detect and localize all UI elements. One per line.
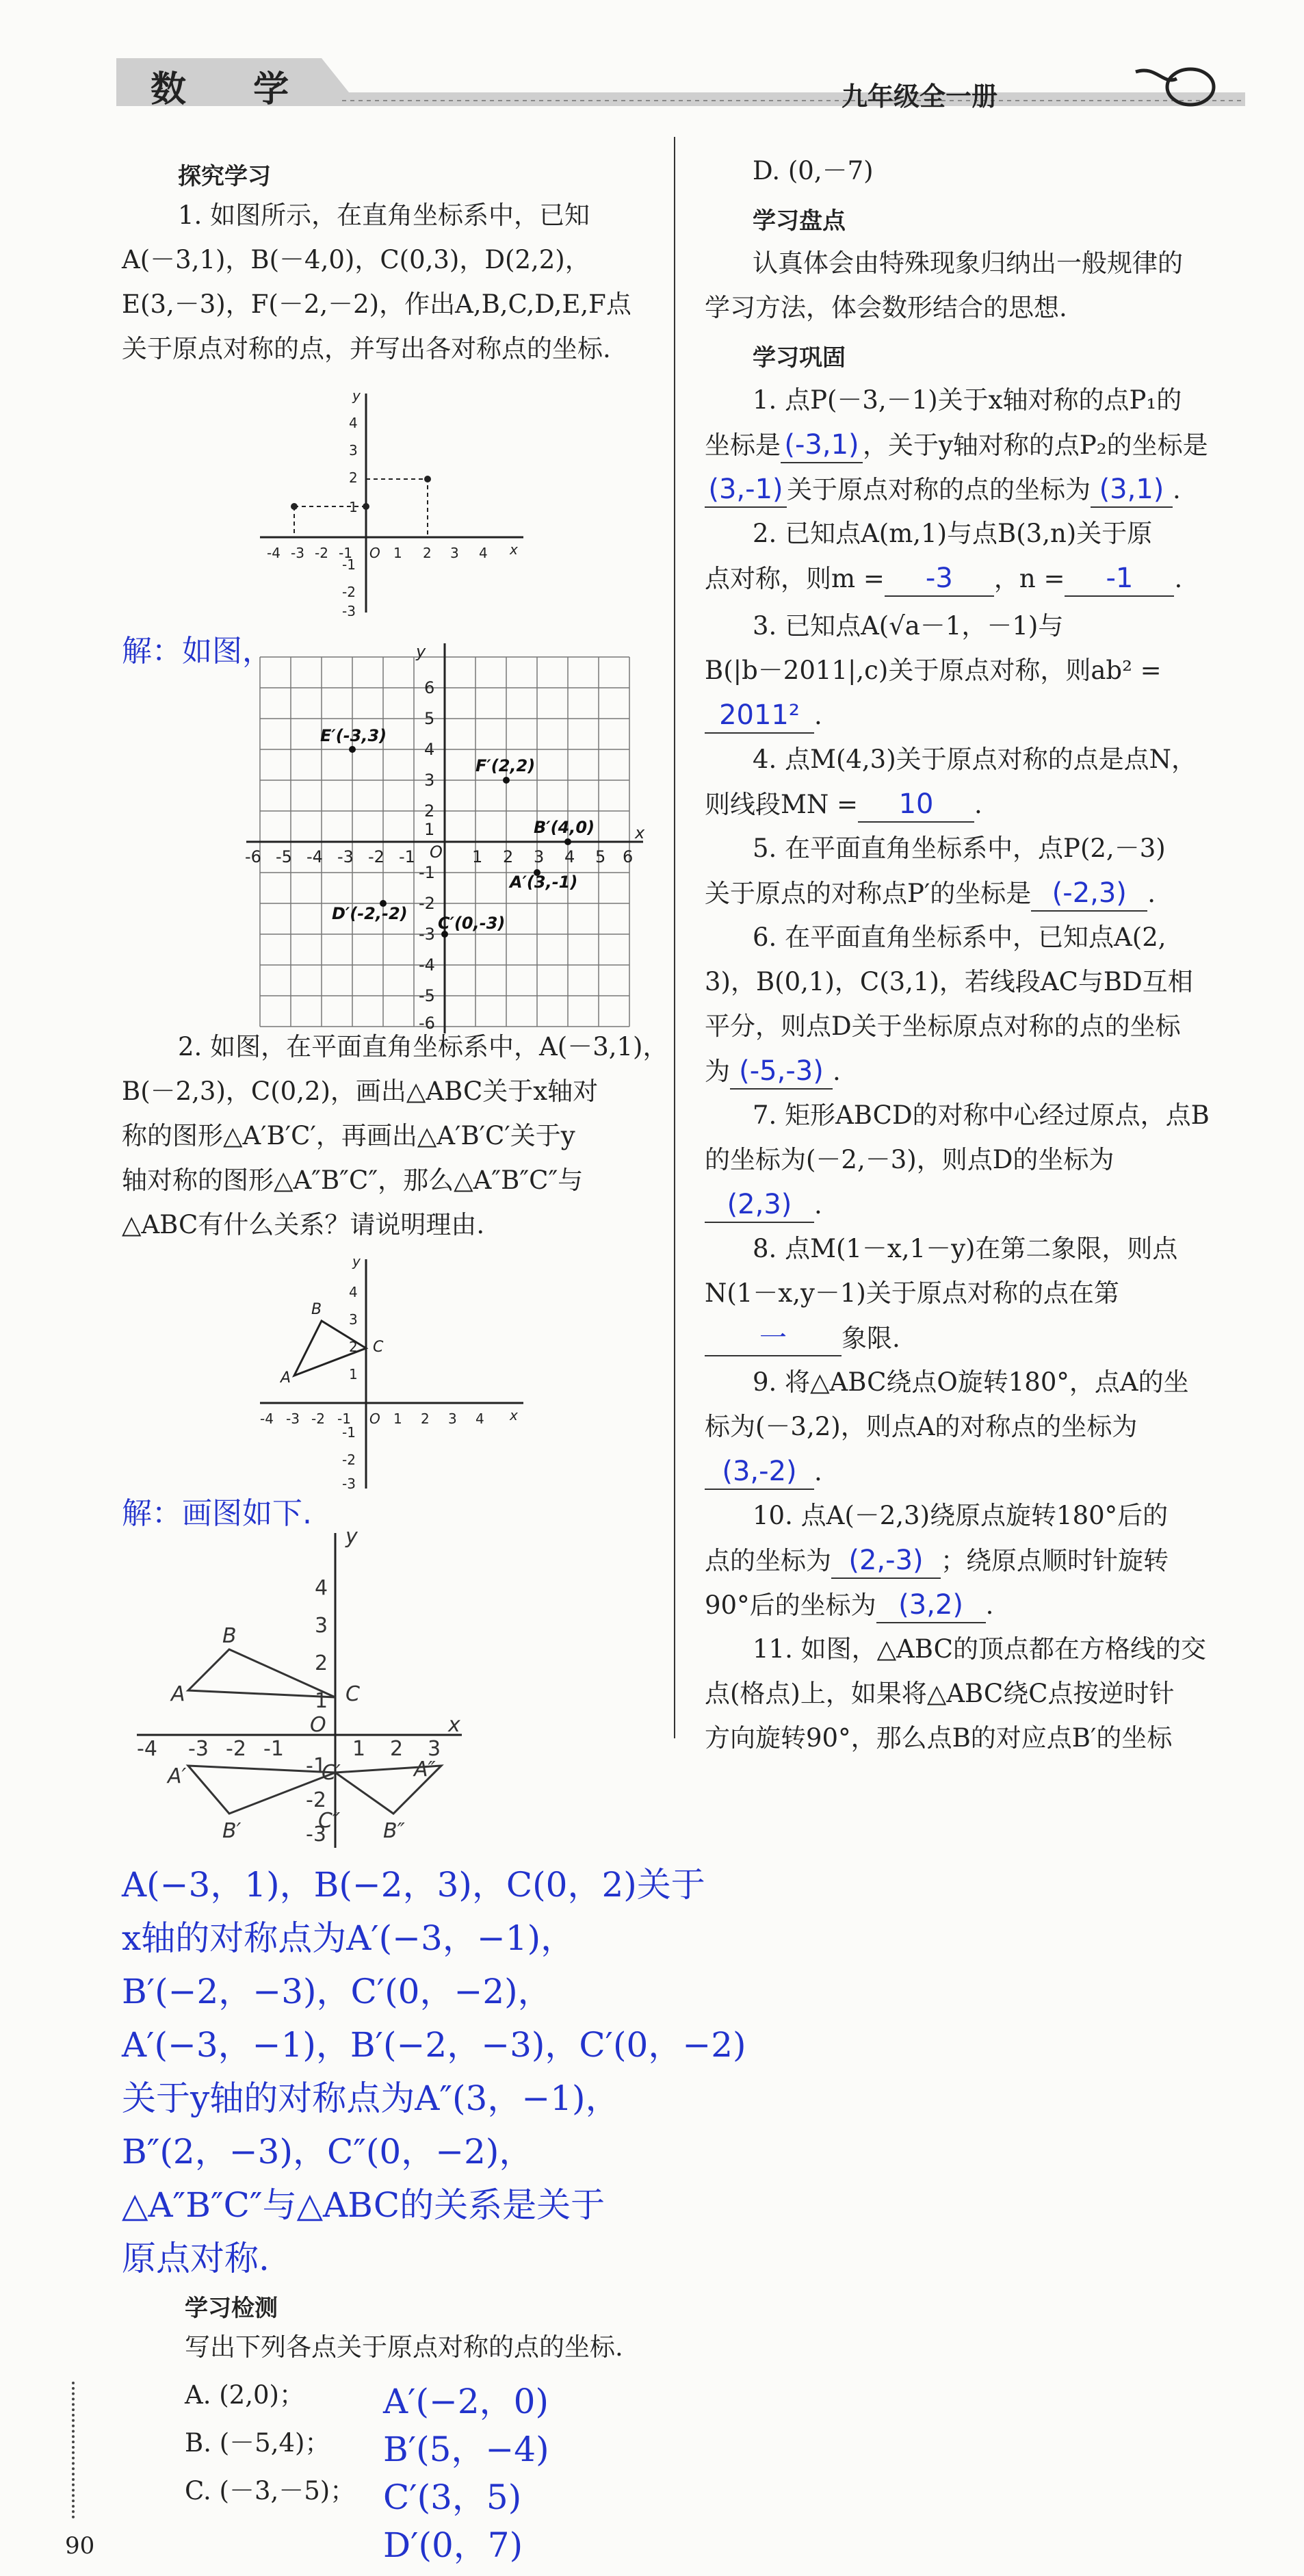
check-item-a: A. (2,0)； [185, 2380, 304, 2410]
svg-text:y: y [345, 1526, 358, 1549]
svg-text:-4: -4 [137, 1737, 157, 1761]
rq7-answer: (2,3) [705, 1187, 814, 1223]
svg-text:B: B [222, 1624, 237, 1648]
svg-text:-4: -4 [267, 545, 281, 561]
svg-text:3: 3 [428, 1737, 441, 1761]
point-b-prime: B′(4,0) [534, 818, 595, 837]
svg-text:1: 1 [393, 545, 402, 561]
rq1-line-3: (3,-1) 关于原点对称的点的坐标为 (3,1) . [705, 472, 1181, 508]
rq7-line-1: 7. 矩形ABCD的对称中心经过原点，点B [753, 1100, 1210, 1130]
svg-text:1: 1 [424, 820, 435, 839]
rq9-line-3: (3,-2) . [705, 1454, 822, 1490]
svg-text:-2: -2 [342, 584, 356, 600]
q2-line-5: △ABC有什么关系？请说明理由. [122, 1210, 485, 1239]
answer2-line-8: 原点对称. [122, 2239, 270, 2278]
figure2-triangle [246, 1249, 540, 1495]
svg-text:-1: -1 [399, 847, 415, 866]
answer2-line-2: x轴的对称点为A′(−3，−1)， [122, 1918, 575, 1958]
svg-text:1: 1 [349, 499, 358, 515]
figure1-axes [246, 383, 540, 616]
svg-text:4: 4 [564, 847, 575, 866]
svg-text:2: 2 [503, 847, 514, 866]
svg-text:4: 4 [479, 545, 488, 561]
option-d: D. (0,－7) [753, 156, 874, 185]
svg-text:-6: -6 [245, 847, 261, 866]
rq7-line-3: (2,3) . [705, 1187, 822, 1223]
svg-text:-3: -3 [306, 1822, 326, 1846]
rq10-line-2: 点的坐标为 (2,-3) ；绕原点顺时针旋转 [705, 1543, 1169, 1579]
rq11-line-2: 点(格点)上，如果将△ABC绕C点按逆时针 [705, 1679, 1175, 1708]
fig1-point-a [291, 503, 298, 510]
q2-line-3: 称的图形△A′B′C′，再画出△A′B′C′关于y [122, 1121, 575, 1150]
grade-label: 九年级全一册 [842, 81, 998, 112]
rq1-answer-3: (3,1) [1091, 472, 1173, 508]
svg-text:3: 3 [448, 1411, 457, 1427]
svg-text:6: 6 [623, 847, 634, 866]
svg-text:4: 4 [315, 1576, 328, 1600]
svg-text:x: x [448, 1713, 460, 1737]
svg-text:y: y [352, 387, 361, 404]
svg-text:O: O [310, 1713, 326, 1737]
svg-text:-2: -2 [368, 847, 384, 866]
rq3-line-1: 3. 已知点A(√a－1，－1)与 [753, 611, 1064, 641]
point-e-prime: E′(-3,3) [320, 726, 387, 745]
rq1-line-1: 1. 点P(－3,－1)关于x轴对称的点P₁的 [753, 385, 1182, 415]
answer2-line-7: △A″B″C″与△ABC的关系是关于 [122, 2185, 605, 2225]
answer2-line-4: A′(−3，−1)，B′(−2，−3)，C′(0，−2) [122, 2025, 746, 2065]
svg-text:-2: -2 [315, 545, 328, 561]
svg-text:-1: -1 [342, 1424, 356, 1441]
rq3-line-2: B(|b－2011|,c)关于原点对称，则ab² = [705, 656, 1162, 685]
svg-text:-3: -3 [188, 1737, 209, 1761]
svg-text:A′: A′ [168, 1764, 187, 1788]
svg-text:2: 2 [421, 1411, 430, 1427]
svg-text:1: 1 [352, 1737, 366, 1761]
svg-text:O: O [369, 545, 380, 561]
rq9-answer: (3,-2) [705, 1454, 814, 1490]
svg-text:y: y [352, 1253, 361, 1270]
svg-text:2: 2 [390, 1737, 404, 1761]
svg-text:2: 2 [315, 1651, 328, 1675]
svg-text:4: 4 [349, 1284, 358, 1300]
svg-text:1: 1 [393, 1411, 402, 1427]
rq3-line-3: 2011² . [705, 698, 822, 734]
rq8-answer: 一 [705, 1321, 842, 1356]
rq4-line-2: 则线段MN = 10 . [705, 787, 982, 823]
svg-text:-4: -4 [419, 955, 435, 975]
rq1-line-2: 坐标是 (-3,1) ，关于y轴对称的点P₂的坐标是 [705, 428, 1208, 463]
check-title: 学习检测 [185, 2295, 278, 2322]
rq9-line-1: 9. 将△ABC绕点O旋转180°，点A的坐 [753, 1367, 1189, 1397]
answer2-line-3: B′(−2，−3)，C′(0，−2)， [122, 1972, 552, 2011]
svg-text:C″: C″ [318, 1809, 341, 1833]
svg-text:-3: -3 [337, 847, 354, 866]
svg-text:3: 3 [315, 1614, 328, 1638]
check-prompt: 写出下列各点关于原点对称的点的坐标. [185, 2332, 623, 2362]
rq3-answer: 2011² [705, 698, 814, 734]
svg-text:-1: -1 [337, 1411, 351, 1427]
rq2-line-1: 2. 已知点A(m,1)与点B(3,n)关于原 [753, 519, 1153, 548]
margin-dots [72, 2382, 77, 2519]
svg-text:3: 3 [349, 1311, 358, 1328]
svg-text:O: O [369, 1411, 380, 1427]
svg-text:x: x [510, 1407, 518, 1424]
rq5-line-2: 关于原点的对称点P′的坐标是 (-2,3) . [705, 876, 1156, 912]
svg-text:5: 5 [424, 709, 435, 728]
svg-text:2: 2 [424, 801, 435, 821]
svg-text:3: 3 [349, 442, 358, 459]
point-c-prime: C′(0,-3) [438, 914, 506, 933]
svg-text:x: x [635, 823, 645, 842]
svg-text:2: 2 [349, 469, 358, 486]
check-answer-d: D′(0，7) [383, 2525, 523, 2565]
svg-text:y: y [416, 642, 426, 661]
rq2-answer-2: -1 [1065, 561, 1174, 597]
svg-text:-2: -2 [419, 894, 435, 913]
svg-text:-5: -5 [419, 986, 435, 1005]
mouse-icon [1122, 58, 1225, 113]
check-answer-b: B′(5，−4) [383, 2430, 549, 2469]
fig1-point-d [424, 476, 431, 482]
q1-line-4: 关于原点对称的点，并写出各对称点的坐标. [122, 334, 611, 363]
rq1-answer-1: (-3,1) [781, 428, 863, 463]
svg-text:-1: -1 [306, 1754, 326, 1778]
fig2-label-b: B [311, 1301, 322, 1318]
svg-text:A: A [171, 1682, 185, 1706]
svg-text:-3: -3 [291, 545, 304, 561]
svg-text:-1: -1 [263, 1737, 284, 1761]
svg-text:3: 3 [534, 847, 545, 866]
svg-text:1: 1 [315, 1689, 328, 1713]
check-answer-a: A′(−2，0) [383, 2382, 549, 2421]
q1-line-3: E(3,－3)，F(－2,－2)，作出A,B,C,D,E,F点 [122, 289, 631, 319]
rq10-answer-1: (2,-3) [831, 1543, 941, 1579]
rq10-line-1: 10. 点A(－2,3)绕原点旋转180°后的 [753, 1501, 1169, 1530]
fig2-label-a: A [281, 1369, 291, 1387]
svg-text:-1: -1 [342, 556, 356, 573]
svg-text:2: 2 [349, 1339, 358, 1355]
review-title: 学习盘点 [753, 207, 846, 235]
svg-text:-2: -2 [306, 1788, 326, 1812]
rq6-line-4: 为 (-5,-3) . [705, 1054, 841, 1090]
page-number: 90 [65, 2532, 95, 2560]
rq6-line-2: 3)，B(0,1)，C(3,1)，若线段AC与BD互相 [705, 967, 1193, 996]
svg-text:-1: -1 [339, 545, 352, 561]
svg-text:-4: -4 [307, 847, 323, 866]
check-item-b: B. (－5,4)； [185, 2428, 330, 2458]
rq4-line-1: 4. 点M(4,3)关于原点对称的点是点N， [753, 745, 1197, 774]
svg-text:-2: -2 [342, 1452, 356, 1468]
svg-text:1: 1 [472, 847, 483, 866]
rq11-line-1: 11. 如图，△ABC的顶点都在方格线的交 [753, 1634, 1206, 1664]
rq10-answer-2: (3,2) [876, 1588, 986, 1623]
explore-title: 探究学习 [178, 163, 271, 190]
rq6-line-1: 6. 在平面直角坐标系中，已知点A(2, [753, 923, 1166, 952]
svg-text:4: 4 [349, 415, 358, 431]
svg-text:A″: A″ [414, 1757, 436, 1781]
answer2-line-6: B″(2，−3)，C″(0，−2)， [122, 2132, 534, 2172]
svg-text:2: 2 [423, 545, 432, 561]
rq9-line-2: 标为(－3,2)，则点A的对称点的坐标为 [705, 1412, 1138, 1441]
svg-text:-2: -2 [226, 1737, 246, 1761]
rq6-line-3: 平分，则点D关于坐标原点对称的点的坐标 [705, 1012, 1181, 1041]
svg-text:O: O [430, 842, 443, 862]
svg-text:6: 6 [424, 678, 435, 697]
consolidate-title: 学习巩固 [753, 344, 846, 372]
review-line-1: 认真体会由特殊现象归纳出一般规律的 [753, 248, 1183, 278]
column-divider [674, 137, 675, 1738]
q1-line-2: A(－3,1)，B(－4,0)，C(0,3)，D(2,2)， [122, 245, 590, 274]
check-item-c: C. (－3,－5)； [185, 2476, 356, 2506]
rq1-answer-2: (3,-1) [705, 472, 787, 508]
q1-line-1: 1. 如图所示，在直角坐标系中，已知 [178, 201, 590, 230]
rq8-line-2: N(1－x,y－1)关于原点对称的点在第 [705, 1278, 1119, 1308]
rq5-line-1: 5. 在平面直角坐标系中，点P(2,－3) [753, 834, 1166, 863]
svg-text:-6: -6 [419, 1014, 435, 1033]
svg-text:B′: B′ [222, 1819, 242, 1843]
svg-text:-3: -3 [419, 925, 435, 944]
svg-text:C′: C′ [322, 1761, 341, 1785]
answer2-line-1: A(−3，1)，B(−2，3)，C(0，2)关于 [122, 1865, 705, 1905]
svg-text:4: 4 [424, 740, 435, 759]
answer-grid [239, 640, 650, 1033]
svg-text:-4: -4 [260, 1411, 274, 1427]
fig2-label-c: C [373, 1339, 384, 1356]
svg-text:-5: -5 [276, 847, 292, 866]
subject-title: 数 学 [151, 69, 317, 110]
point-a-prime: A′(3,-1) [510, 873, 578, 892]
svg-text:C: C [345, 1682, 360, 1706]
rq10-line-3: 90°后的坐标为 (3,2) . [705, 1588, 993, 1623]
rq7-line-2: 的坐标为(－2,－3)，则点D的坐标为 [705, 1145, 1114, 1174]
point-f-prime: F′(2,2) [475, 756, 536, 775]
svg-text:-3: -3 [342, 1476, 356, 1492]
check-answer-c: C′(3，5) [383, 2477, 522, 2517]
rq8-line-3: 一 象限. [705, 1321, 900, 1356]
q2-line-4: 轴对称的图形△A″B″C″，那么△A″B″C″与 [122, 1165, 584, 1195]
svg-text:-1: -1 [419, 863, 435, 882]
rq6-answer: (-5,-3) [730, 1054, 833, 1090]
svg-text:-3: -3 [342, 603, 356, 616]
svg-text:1: 1 [349, 1366, 358, 1382]
answer1-label: 解：如图， [122, 634, 272, 669]
q2-line-2: B(－2,3)，C(0,2)，画出△ABC关于x轴对 [122, 1077, 599, 1106]
svg-text:3: 3 [424, 771, 435, 790]
answer2-line-5: 关于y轴的对称点为A″(3，−1)， [122, 2078, 620, 2118]
point-d-prime: D′(-2,-2) [332, 904, 408, 923]
svg-text:3: 3 [450, 545, 459, 561]
svg-text:x: x [510, 541, 518, 558]
q2-line-1: 2. 如图，在平面直角坐标系中，A(－3,1)， [178, 1032, 668, 1061]
svg-text:5: 5 [595, 847, 606, 866]
answer2-label: 解：画图如下. [122, 1496, 312, 1531]
rq11-line-3: 方向旋转90°，那么点B的对应点B′的坐标 [705, 1723, 1173, 1753]
rq5-answer: (-2,3) [1031, 876, 1147, 912]
svg-text:-3: -3 [286, 1411, 300, 1427]
rq2-answer-1: -3 [885, 561, 994, 597]
svg-text:-2: -2 [311, 1411, 325, 1427]
rq8-line-1: 8. 点M(1－x,1－y)在第二象限，则点 [753, 1234, 1178, 1263]
rq2-line-2: 点对称，则m = -3 ，n = -1 . [705, 561, 1182, 597]
figure3-answer-drawing [127, 1526, 475, 1855]
rq4-answer: 10 [858, 787, 974, 823]
review-line-2: 学习方法，体会数形结合的思想. [705, 293, 1067, 322]
svg-text:B″: B″ [383, 1819, 405, 1843]
svg-text:4: 4 [475, 1411, 484, 1427]
